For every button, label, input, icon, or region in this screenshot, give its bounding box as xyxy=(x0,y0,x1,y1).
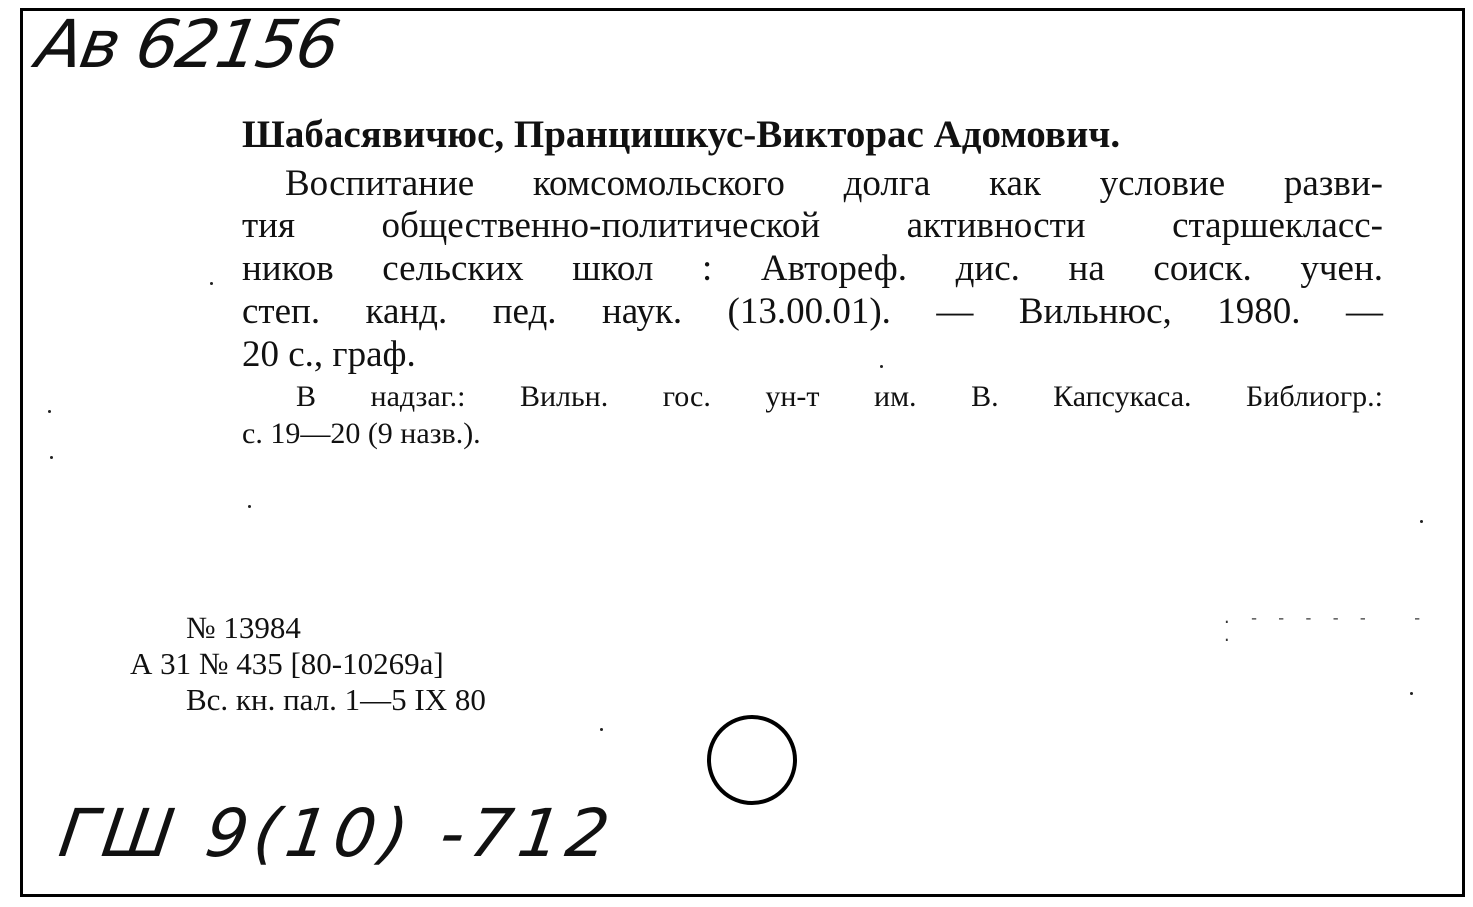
speck xyxy=(210,282,213,285)
accession-number: № 13984 xyxy=(186,610,301,645)
punch-hole xyxy=(707,715,797,805)
speck xyxy=(248,505,251,508)
body-line-3: ников сельских школ : Автореф. дис. на соиск. учен. xyxy=(242,248,1383,289)
speck xyxy=(1420,520,1423,523)
note-line-2: с. 19—20 (9 назв.). xyxy=(242,417,481,450)
body-line-1: Воспитание комсомольского долга как условие разви- xyxy=(285,163,1383,204)
note-line-1: В надзаг.: Вильн. гос. ун-т им. В. Капсукаса. Библиогр.: xyxy=(296,380,1383,413)
book-chamber-date: Вс. кн. пал. 1—5 IX 80 xyxy=(186,682,486,717)
speck xyxy=(50,456,53,459)
body-line-2: тия общественно-политической активности старшекласс- xyxy=(242,205,1383,246)
catalog-number: А 31 № 435 [80-10269а] xyxy=(130,646,444,681)
handwritten-classification: ГШ 9(10) -712 xyxy=(54,795,620,872)
faint-dashes: . - - - - - - . xyxy=(1222,610,1454,646)
speck xyxy=(1410,692,1413,695)
speck xyxy=(600,728,603,731)
body-line-4: степ. канд. пед. наук. (13.00.01). — Вильнюс, 1980. — xyxy=(242,291,1383,332)
speck xyxy=(880,365,883,368)
speck xyxy=(48,410,51,413)
handwritten-shelfmark: Ав 62156 xyxy=(31,6,344,83)
body-line-5: 20 с., граф. xyxy=(242,334,416,375)
author-heading: Шабасявичюс, Пранцишкус-Викторас Адомович. xyxy=(242,113,1121,156)
